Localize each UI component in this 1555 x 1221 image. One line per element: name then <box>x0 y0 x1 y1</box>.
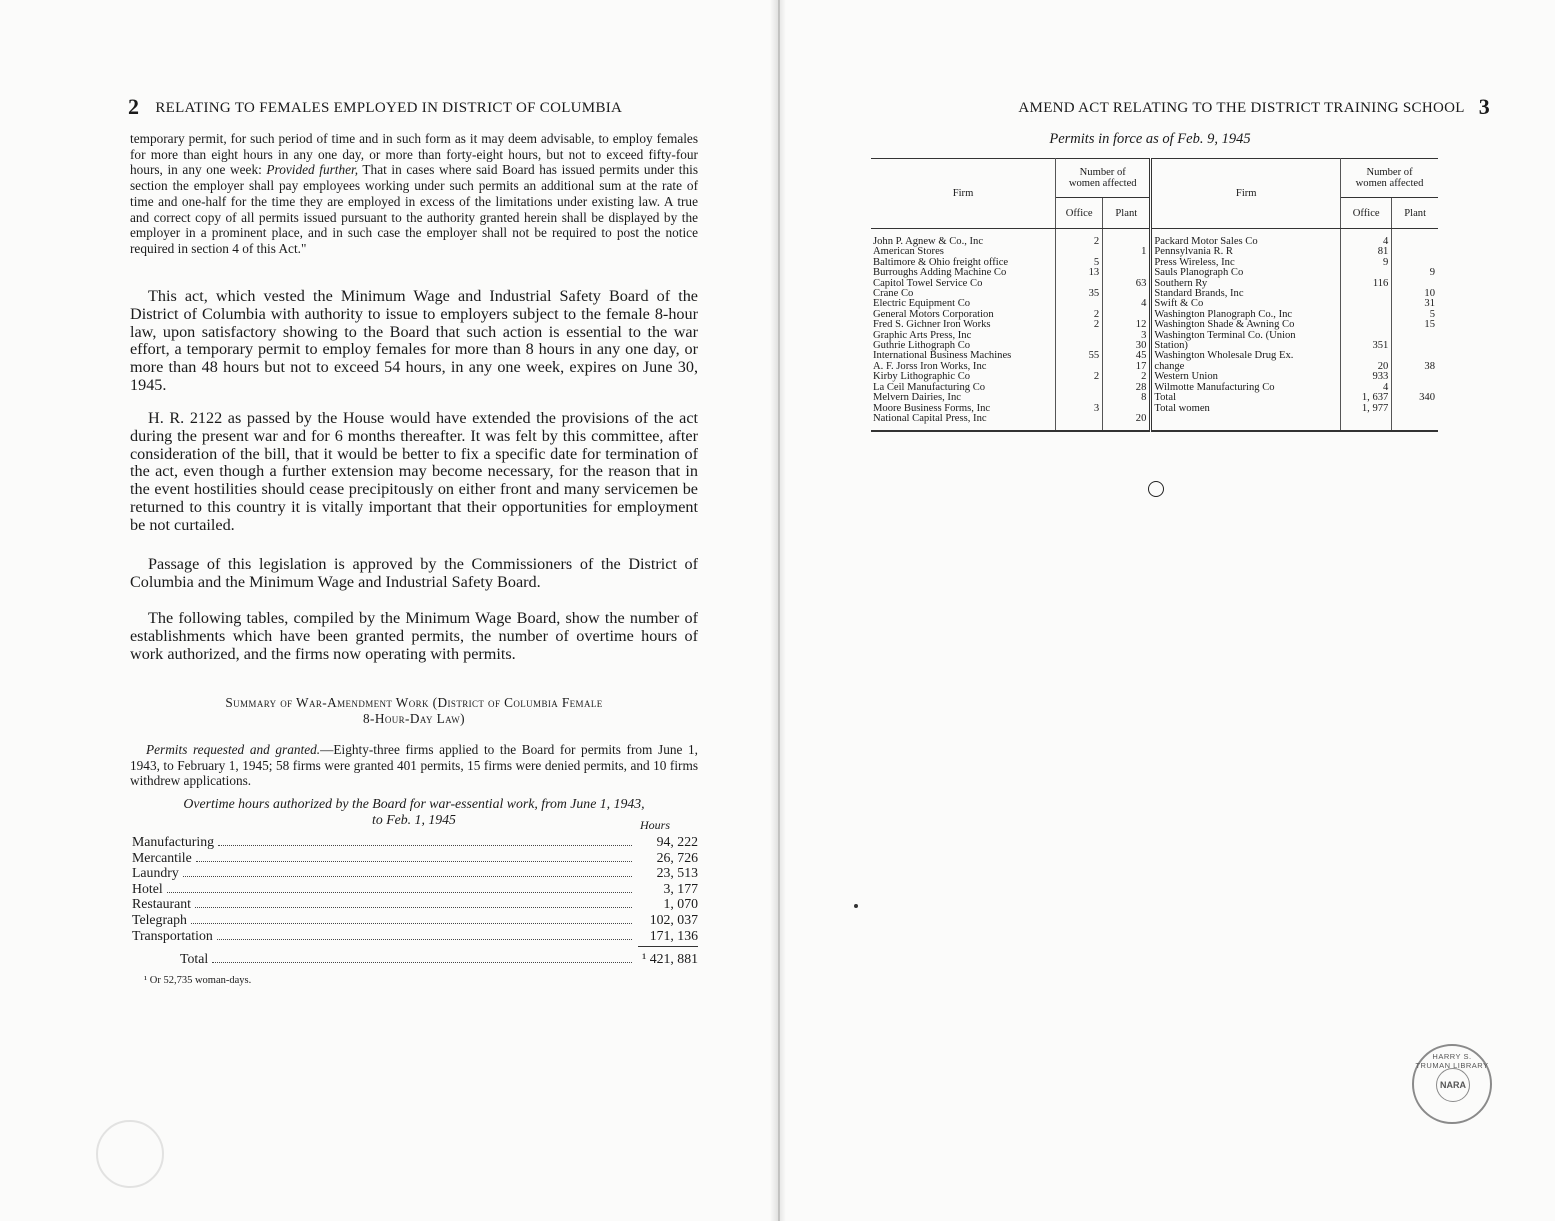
left-running-head <box>128 94 700 120</box>
firm-cell: Electric Equipment Co <box>871 299 1056 309</box>
firm-cell: A. F. Jorss Iron Works, Inc <box>871 362 1056 372</box>
plant-cell <box>1392 341 1438 351</box>
office-cell <box>1341 310 1392 320</box>
overtime-caption-line-1: Overtime hours authorized by the Board for war-essential work, from June 1, 1943, <box>183 796 645 811</box>
hours-row-value: 102, 037 <box>649 911 698 927</box>
office-cell: 4 <box>1341 383 1392 393</box>
leader-dots <box>195 898 632 908</box>
office-cell: 3 <box>1056 404 1103 414</box>
hours-row <box>132 928 698 944</box>
firm-cell: Sauls Planograph Co <box>1151 268 1341 278</box>
overtime-hours-table <box>132 834 698 943</box>
firm-cell: Wilmotte Manufacturing Co <box>1151 383 1341 393</box>
firm-cell: Washington Wholesale Drug Ex. <box>1151 351 1341 361</box>
paragraph-hr-2122 <box>130 410 698 535</box>
stray-mark <box>854 904 858 908</box>
paragraph-text: Passage of this legislation is approved by the Commissioners of the District of Columbia and the Minimum Wage and Industrial Safety Board. <box>130 555 698 591</box>
plant-cell: 15 <box>1424 319 1435 331</box>
firm-cell: Total women <box>1151 404 1341 414</box>
hours-row-value: 3, 177 <box>663 880 698 896</box>
office-cell: 5 <box>1056 258 1103 268</box>
office-cell <box>1341 289 1392 299</box>
paragraph-tables-intro <box>130 610 698 663</box>
table-row <box>871 414 1438 431</box>
hours-row <box>132 881 698 897</box>
plant-cell: 340 <box>1419 392 1435 404</box>
permits-table-caption: Permits in force as of Feb. 9, 1945 <box>1049 131 1251 147</box>
office-cell: 9 <box>1341 258 1392 268</box>
paragraph-text: H. R. 2122 as passed by the House would have extended the provisions of the act during the present war and for 6 months thereafter. It was felt by this committee, after consideration of the bill, that it would be better to fix a specific date for termination of the act, even though a further extension may become necessary, for the reason that in the event hostilities should cease precipitously on either front and many servicemen be returned to this country it is vitally important that their opportunities for employment be not curtailed. <box>130 409 698 534</box>
plant-cell: 5 <box>1429 308 1435 320</box>
plant-cell: 2 <box>1103 372 1151 382</box>
truman-library-seal <box>1412 1044 1492 1124</box>
plant-cell: 31 <box>1424 298 1435 310</box>
summary-heading-line-1: Summary of War-Amendment Work (District of Columbia Female <box>225 695 603 710</box>
plant-cell: 1 <box>1103 247 1151 257</box>
permits-in-force-table <box>871 158 1438 432</box>
firm-cell: Melvern Dairies, Inc <box>871 393 1056 403</box>
paragraph-text: The following tables, compiled by the Minimum Wage Board, show the number of establishments which have been granted permits, the number of overtime hours of work authorized, and the firms now operating with permits. <box>130 609 698 663</box>
hours-row <box>132 896 698 912</box>
office-cell: 81 <box>1341 247 1392 257</box>
leader-dots <box>191 914 632 924</box>
firm-cell: Washington Planograph Co., Inc <box>1151 310 1341 320</box>
hours-total-value: ¹ 421, 881 <box>642 951 698 966</box>
paragraph-text: This act, which vested the Minimum Wage and Industrial Safety Board of the District of Columbia with authority to issue to employers subject to the female 8-hour law, upon satisfactory showing to the Board that such action is essential to the war effort, a temporary permit to employ females for more than 8 hours in any one day, or more than 48 hours but not to exceed 54 hours, in any one week, expires on June 30, 1945. <box>130 287 698 394</box>
overtime-caption-line-2: to Feb. 1, 1945 <box>372 811 456 827</box>
hours-total-row <box>132 951 698 967</box>
leader-dots <box>183 867 632 877</box>
firm-cell: Burroughs Adding Machine Co <box>871 268 1056 278</box>
firm-cell: Swift & Co <box>1151 299 1341 309</box>
firm-cell: Packard Motor Sales Co <box>1151 237 1341 247</box>
permits-requested-text: —Eighty-three firms applied to the Board for permits from June 1, 1943, to February 1, 1945; 58 firms were granted 401 permits, 15 firms were denied permits, and 10 firms withdrew applications. <box>130 742 699 788</box>
seal-center-text: NARA <box>1436 1068 1470 1102</box>
hours-row-label: Transportation <box>132 927 213 943</box>
plant-header: Plant <box>1103 198 1151 229</box>
office-cell: 4 <box>1341 237 1392 247</box>
leader-dots <box>196 852 632 862</box>
hours-row <box>132 951 698 967</box>
women-affected-header <box>1341 159 1438 198</box>
summary-heading <box>140 695 688 726</box>
plant-cell <box>1392 237 1438 247</box>
plant-cell: 28 <box>1103 383 1151 393</box>
firm-cell: Graphic Arts Press, Inc <box>871 331 1056 341</box>
total-rule <box>638 946 698 947</box>
overtime-caption <box>130 796 698 827</box>
plant-cell: 20 <box>1103 414 1151 431</box>
paragraph-approval <box>130 556 698 592</box>
plant-cell: 10 <box>1424 288 1435 300</box>
number-of-label: Number of <box>1079 167 1126 178</box>
firm-cell: National Capital Press, Inc <box>871 414 1056 431</box>
office-cell: 13 <box>1056 268 1103 278</box>
firm-cell: Station) <box>1151 341 1341 351</box>
faded-stamp <box>96 1120 164 1188</box>
leader-dots <box>212 953 632 963</box>
right-running-head <box>900 94 1490 120</box>
firm-cell: Baltimore & Ohio freight office <box>871 258 1056 268</box>
plant-cell: 3 <box>1103 331 1151 341</box>
plant-cell <box>1392 372 1438 382</box>
footnote: ¹ Or 52,735 woman-days. <box>144 975 252 986</box>
office-header: Office <box>1341 198 1392 229</box>
office-cell: 351 <box>1341 341 1392 351</box>
plant-cell: 8 <box>1103 393 1151 403</box>
permits-requested-label: Permits requested and granted. <box>146 742 321 757</box>
women-affected-header <box>1056 159 1151 198</box>
hours-row-value: 171, 136 <box>649 927 698 943</box>
plant-cell: 17 <box>1103 362 1151 372</box>
hours-row-label: Telegraph <box>132 911 187 927</box>
office-cell: 933 <box>1341 372 1392 382</box>
hours-row-value: 23, 513 <box>656 865 698 881</box>
office-cell: 116 <box>1341 279 1392 289</box>
paragraph-act-description <box>130 288 698 395</box>
hours-row <box>132 834 698 850</box>
office-cell: 2 <box>1056 372 1103 382</box>
page-number-left: 2 <box>128 94 140 119</box>
plant-cell: 45 <box>1103 351 1151 361</box>
hours-row <box>132 865 698 881</box>
office-cell: 35 <box>1056 289 1103 299</box>
office-cell <box>1341 320 1392 330</box>
hours-row-label: Mercantile <box>132 849 192 865</box>
firm-cell: General Motors Corporation <box>871 310 1056 320</box>
hours-row-value: 94, 222 <box>656 834 698 849</box>
firm-cell: Western Union <box>1151 372 1341 382</box>
office-cell: 1, 637 <box>1341 393 1392 403</box>
firm-cell: Standard Brands, Inc <box>1151 289 1341 299</box>
leader-dots <box>218 836 632 846</box>
right-page <box>778 0 1555 1221</box>
hours-row-label: Restaurant <box>132 896 192 912</box>
running-head-title-right: AMEND ACT RELATING TO THE DISTRICT TRAINING SCHOOL <box>1018 100 1465 116</box>
plant-cell <box>1392 404 1438 414</box>
table-header-row <box>871 159 1438 198</box>
firm-cell: Washington Terminal Co. (Union <box>1151 331 1341 341</box>
quote-text-2: That in cases where said Board has issued permits under this section the employer shall pay employees working under such permits an additional sum at the rate of time and one-half for the time they are employed in excess of the limitations under existing law. A true and correct copy of all permits issued pursuant to the authority granted herein shall be displayed by the employer in a prominent place, and in such case the employer shall not be required to post the notice required in section 4 of this Act." <box>130 162 699 256</box>
hours-row-label: Hotel <box>132 880 163 896</box>
firm-cell: Southern Ry <box>1151 279 1341 289</box>
firm-cell: Total <box>1151 393 1341 403</box>
plant-cell: 9 <box>1429 267 1435 279</box>
page-number-right: 3 <box>1478 94 1490 119</box>
hours-row <box>132 912 698 928</box>
hours-row <box>132 850 698 866</box>
firm-cell: Washington Shade & Awning Co <box>1151 320 1341 330</box>
hours-row-label: Manufacturing <box>132 834 214 849</box>
hours-column-header: Hours <box>640 818 671 832</box>
quoted-statute <box>130 131 698 257</box>
table-row <box>871 393 1438 403</box>
running-head-title-left: RELATING TO FEMALES EMPLOYED IN DISTRICT OF COLUMBIA <box>155 100 623 116</box>
plant-cell <box>1392 414 1438 431</box>
women-affected-label: women affected <box>1068 178 1137 189</box>
firm-cell: Fred S. Gichner Iron Works <box>871 320 1056 330</box>
firm-header: Firm <box>871 159 1056 229</box>
plant-cell: 4 <box>1103 299 1151 309</box>
leader-dots <box>217 930 632 940</box>
hours-row-label: Laundry <box>132 865 179 881</box>
firm-header: Firm <box>1151 159 1341 229</box>
seal-ring-text: HARRY S. TRUMAN LIBRARY <box>1415 1052 1489 1070</box>
hours-row-value: 1, 070 <box>663 896 698 912</box>
women-affected-label: women affected <box>1355 178 1424 189</box>
office-cell: 2 <box>1056 310 1103 320</box>
plant-cell <box>1103 258 1151 268</box>
number-of-label: Number of <box>1366 167 1413 178</box>
plant-cell: 38 <box>1424 360 1435 372</box>
quote-proviso: Provided further, <box>266 162 359 178</box>
firm-cell: La Ceil Manufacturing Co <box>871 383 1056 393</box>
office-cell: 2 <box>1056 320 1103 330</box>
plant-cell: 12 <box>1103 320 1151 330</box>
page-fold <box>770 0 786 1221</box>
office-cell: 55 <box>1056 351 1103 361</box>
plant-cell: 30 <box>1103 341 1151 351</box>
office-cell: 2 <box>1056 237 1103 247</box>
firm-cell <box>1151 414 1341 431</box>
hours-row-value: 26, 726 <box>656 849 698 865</box>
office-cell <box>1341 299 1392 309</box>
firm-cell: Crane Co <box>871 289 1056 299</box>
firm-cell: Moore Business Forms, Inc <box>871 404 1056 414</box>
quote-text-1: temporary permit, for such period of time and in such form as it may deem advisable, to employ females for more than eight hours in any one day, or more than forty-eight hours, but not to exceed fifty-four hours, in any one week: <box>130 131 698 178</box>
firm-cell: change <box>1151 362 1341 372</box>
office-cell: 1, 977 <box>1341 404 1392 414</box>
plant-cell: 63 <box>1103 279 1151 289</box>
office-cell: 20 <box>1341 362 1392 372</box>
firm-cell: Guthrie Lithograph Co <box>871 341 1056 351</box>
office-cell <box>1056 414 1103 431</box>
circle-mark <box>1148 481 1164 497</box>
summary-heading-line-2: 8-Hour-Day Law) <box>362 710 466 726</box>
hours-total-label: Total <box>180 951 209 966</box>
firm-cell: American Stores <box>871 247 1056 257</box>
plant-cell <box>1392 331 1438 341</box>
plant-header: Plant <box>1392 198 1438 229</box>
leader-dots <box>167 883 632 893</box>
office-cell <box>1056 383 1103 393</box>
firm-cell: Pennsylvania R. R <box>1151 247 1341 257</box>
office-cell <box>1341 414 1392 431</box>
firm-cell: Capitol Towel Service Co <box>871 279 1056 289</box>
permits-requested-paragraph <box>130 742 698 789</box>
office-cell <box>1056 393 1103 403</box>
permits-table-body <box>871 229 1438 432</box>
firm-cell: Press Wireless, Inc <box>1151 258 1341 268</box>
plant-cell <box>1392 247 1438 257</box>
office-cell <box>1056 331 1103 341</box>
firm-cell: Kirby Lithographic Co <box>871 372 1056 382</box>
office-header: Office <box>1056 198 1103 229</box>
firm-cell: International Business Machines <box>871 351 1056 361</box>
firm-cell: John P. Agnew & Co., Inc <box>871 237 1056 247</box>
